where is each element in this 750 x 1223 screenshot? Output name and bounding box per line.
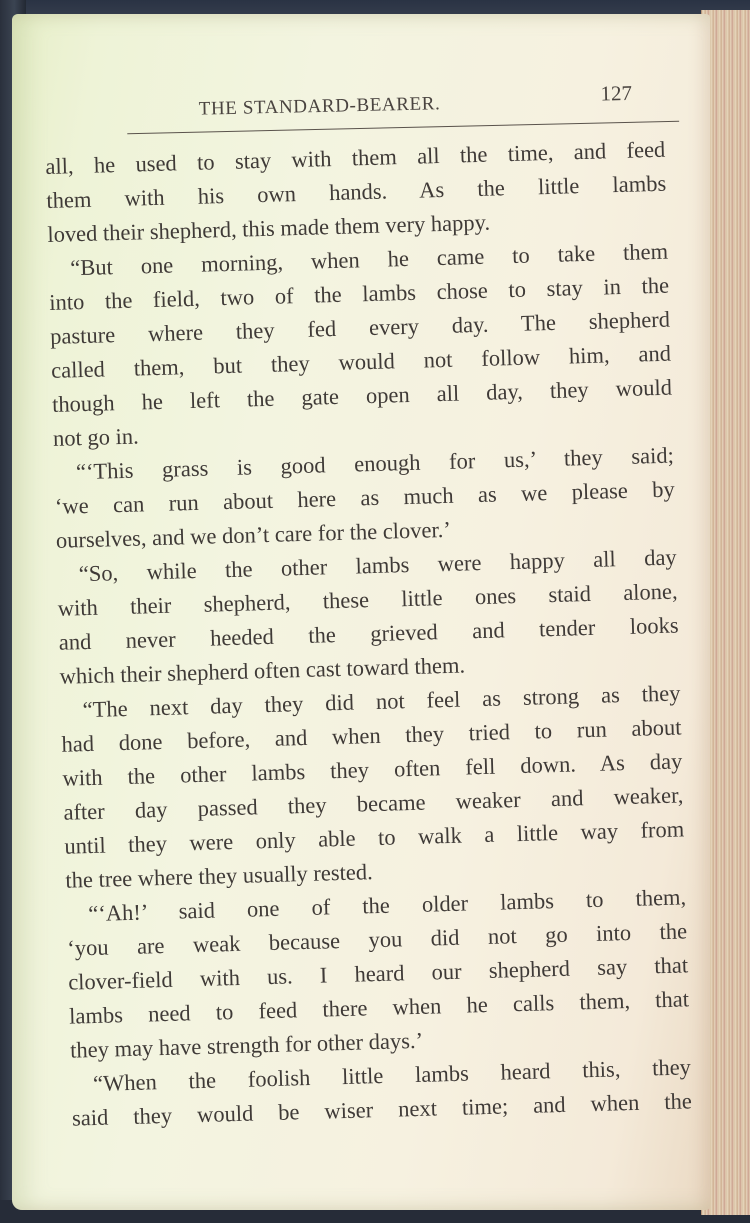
text-line: clover-field with us. I heard our shepherd say that [67, 952, 689, 995]
text-line: with their shepherd, these little ones staid alone, [57, 578, 678, 621]
text-line: “When the foolish little lambs heard this, they [92, 1054, 692, 1097]
text-line: “‘Ah!’ said one of the older lambs to them, [87, 884, 687, 927]
text-line: called them, but they would not follow him, and [50, 340, 672, 383]
text-line: which their shepherd often cast toward them. [59, 652, 466, 689]
text-line: the tree where they usually rested. [65, 859, 374, 893]
text-line: had done before, and when they tried to run about [61, 714, 682, 757]
text-line: into the field, two of the lambs chose to stay in the [48, 272, 670, 315]
text-line: “The next day they did not feel as strong as they [82, 680, 681, 723]
text-line: they may have strength for other days.’ [69, 1027, 424, 1063]
text-line: and never heeded the grieved and tender looks [58, 612, 679, 655]
header-rule [127, 121, 679, 135]
text-line: said they would be wiser next time; and when the [71, 1088, 693, 1131]
text-line: them with his own hands. As the little lambs [46, 170, 667, 213]
text-line: not go in. [52, 423, 140, 451]
text-line: “‘This grass is good enough for us,’ they said; [75, 442, 675, 485]
text-line: loved their shepherd, this made them very happy. [47, 209, 491, 247]
text-line: “But one morning, when he came to take them [69, 238, 669, 281]
text-line: until they were only able to walk a little way from [64, 816, 685, 859]
body-text [45, 133, 692, 1136]
text-line: ‘you are weak because you did not go into the [66, 918, 688, 961]
text-line: though he left the gate open all day, they would [51, 374, 673, 417]
text-line: with the other lambs they often fell down. As day [62, 748, 683, 791]
text-line: lambs need to feed there when he calls them, that [68, 986, 690, 1029]
text-line: ‘we can run about here as much as we please by [54, 476, 676, 519]
running-head-title: THE STANDARD-BEARER. [198, 93, 441, 120]
text-line: pasture where they fed every day. The shepherd [49, 306, 671, 349]
page-number: 127 [600, 80, 633, 106]
text-line: after day passed they became weaker and weaker, [63, 782, 684, 825]
text-line: “So, while the other lambs were happy all day [78, 544, 677, 587]
book-page [12, 14, 710, 1210]
text-line: ourselves, and we don’t care for the clover.’ [55, 516, 452, 553]
running-head [52, 64, 653, 118]
text-line: all, he used to stay with them all the time, and feed [45, 136, 666, 179]
